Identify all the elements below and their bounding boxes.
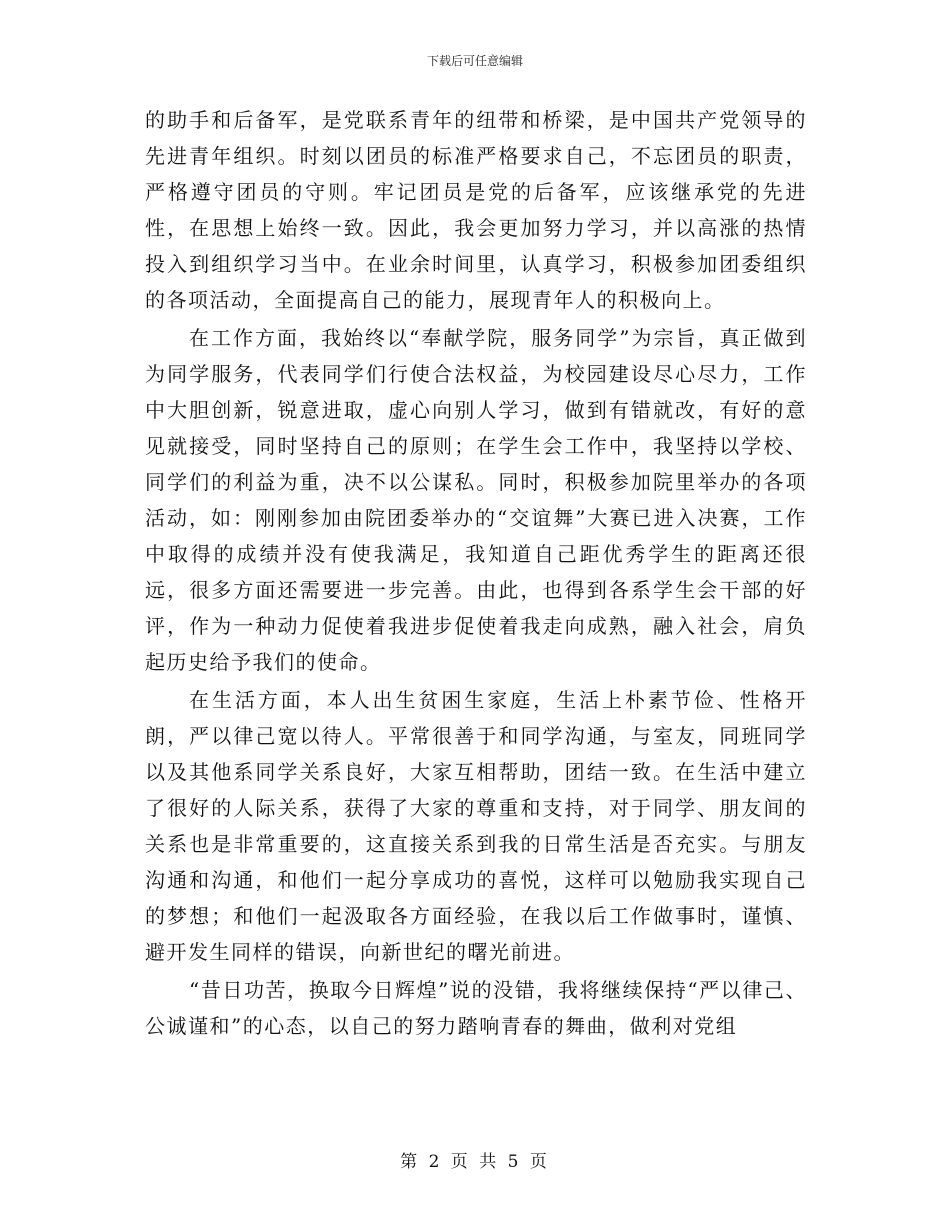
footer-prefix: 第 <box>400 1152 421 1172</box>
footer-middle: 页 共 <box>450 1152 500 1172</box>
footer-total-pages: 5 <box>507 1152 522 1172</box>
page-header: 下载后可任意编辑 <box>426 54 523 68</box>
footer-current-page: 2 <box>428 1152 443 1172</box>
paragraph-4: “昔日功苦，换取今日辉煌”说的没错，我将继续保持“严以律己、公诚谨和”的心态，以自己的努力踏响青春的舞曲，做利对党组 <box>145 978 807 1038</box>
paragraph-2: 在工作方面，我始终以“奉献学院，服务同学”为宗旨，真正做到为同学服务，代表同学们行使合法权益，为校园建设尽心尽力，工作中大胆创新，锐意进取，虚心向别人学习，做到有错就改，有好的意见就接受，同时坚持自己的原则；在学生会工作中，我坚持以学校、同学们的利益为重，决不以公谋私。同时，积极参加院里举办的各项活动，如：刚刚参加由院团委举办的“交谊舞”大赛已进入决赛，工作中取得的成绩并没有使我满足，我知道自己距优秀学生的距离还很远，很多方面还需要进一步完善。由此，也得到各系学生会干部的好评，作为一种动力促使着我进步促使着我走向成熟，融入社会，肩负起历史给予我们的使命。 <box>145 326 807 674</box>
footer-suffix: 页 <box>529 1152 550 1172</box>
paragraph-1: 的助手和后备军，是党联系青年的纽带和桥梁，是中国共产党领导的先进青年组织。时刻以团员的标准严格要求自己，不忘团员的职责，严格遵守团员的守则。牢记团员是党的后备军，应该继承党的先进性，在思想上始终一致。因此，我会更加努力学习，并以高涨的热情投入到组织学习当中。在业余时间里，认真学习，积极参加团委组织的各项活动，全面提高自己的能力，展现青年人的积极向上。 <box>145 108 807 312</box>
paragraph-3: 在生活方面，本人出生贫困生家庭，生活上朴素节俭、性格开朗，严以律己宽以待人。平常很善于和同学沟通，与室友，同班同学以及其他系同学关系良好，大家互相帮助，团结一致。在生活中建立了很好的人际关系，获得了大家的尊重和支持，对于同学、朋友间的关系也是非常重要的，这直接关系到我的日常生活是否充实。与朋友沟通和沟通，和他们一起分享成功的喜悦，这样可以勉励我实现自己的梦想；和他们一起汲取各方面经验，在我以后工作做事时，谨慎、避开发生同样的错误，向新世纪的曙光前进。 <box>145 688 807 964</box>
document-body <box>145 102 807 1046</box>
page-footer <box>0 1147 950 1172</box>
